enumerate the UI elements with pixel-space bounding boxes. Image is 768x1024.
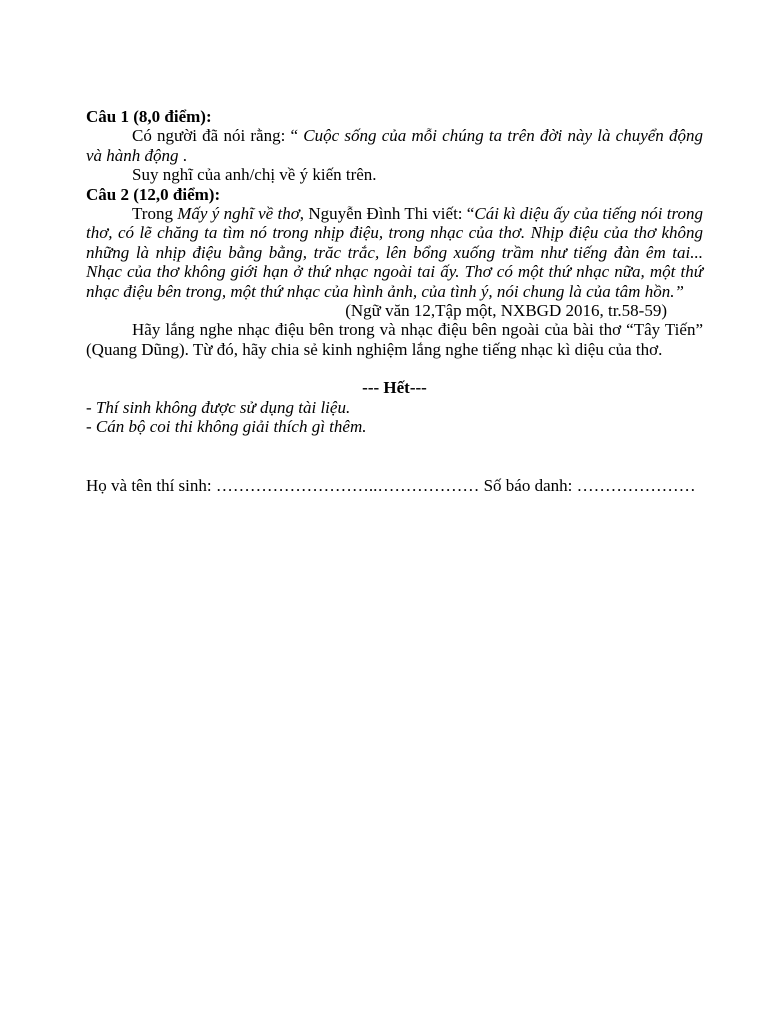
question-1-task: Suy nghĩ của anh/chị về ý kiến trên. (132, 165, 377, 185)
question-2-intro-prefix: Trong (132, 204, 178, 224)
note-item: - Cán bộ coi thi không giải thích gì thêm. (86, 417, 367, 437)
question-2-prompt (86, 204, 703, 301)
question-2-source: (Ngữ văn 12,Tập một, NXBGD 2016, tr.58-59) (345, 301, 667, 321)
question-2-work-title: Mấy ý nghĩ về thơ (177, 204, 300, 224)
question-2-quote: Cái kì diệu ấy của tiếng nói trong thơ, có lẽ chăng ta tìm nó trong nhịp điệu, trong nhạc của thơ. Nhịp điệu của thơ không những là nhịp điệu bằng bằng, trăc trắc, lên bổng xuống trầm như tiếng đàn êm tai... Nhạc của thơ không giới hạn ở thứ nhạc ngoài tai ấy. Thơ có một thứ nhạc nữa, một thứ nhạc điệu bên trong, một thứ nhạc của hình ảnh, của tình ý, nói chung là của tâm hồn.” (86, 204, 703, 301)
question-2-intro-suffix: , Nguyễn Đình Thi viết: “ (299, 204, 475, 224)
question-1-prompt (86, 126, 703, 165)
candidate-info-line: Họ và tên thí sinh: ………………………..……………… Số báo danh: ………………… (86, 475, 696, 495)
question-1-heading: Câu 1 (8,0 điểm): (86, 107, 212, 126)
end-marker: --- Hết--- (362, 378, 427, 398)
question-1-intro: Có người đã nói rằng: “ (132, 126, 304, 146)
question-2-task: Hãy lắng nghe nhạc điệu bên trong và nhạc điệu bên ngoài của bài thơ “Tây Tiến” (Quang Dũng). Từ đó, hãy chia sẻ kinh nghiệm lắng nghe tiếng nhạc kì diệu của thơ. (86, 320, 703, 359)
question-1-quote-end: . (178, 145, 188, 165)
note-item: - Thí sinh không được sử dụng tài liệu. (86, 397, 351, 417)
question-1-quote: Cuộc sống của mỗi chúng ta trên đời này là chuyển động và hành động (86, 126, 703, 165)
question-2-heading: Câu 2 (12,0 điểm): (86, 184, 221, 204)
exam-content (86, 107, 703, 495)
